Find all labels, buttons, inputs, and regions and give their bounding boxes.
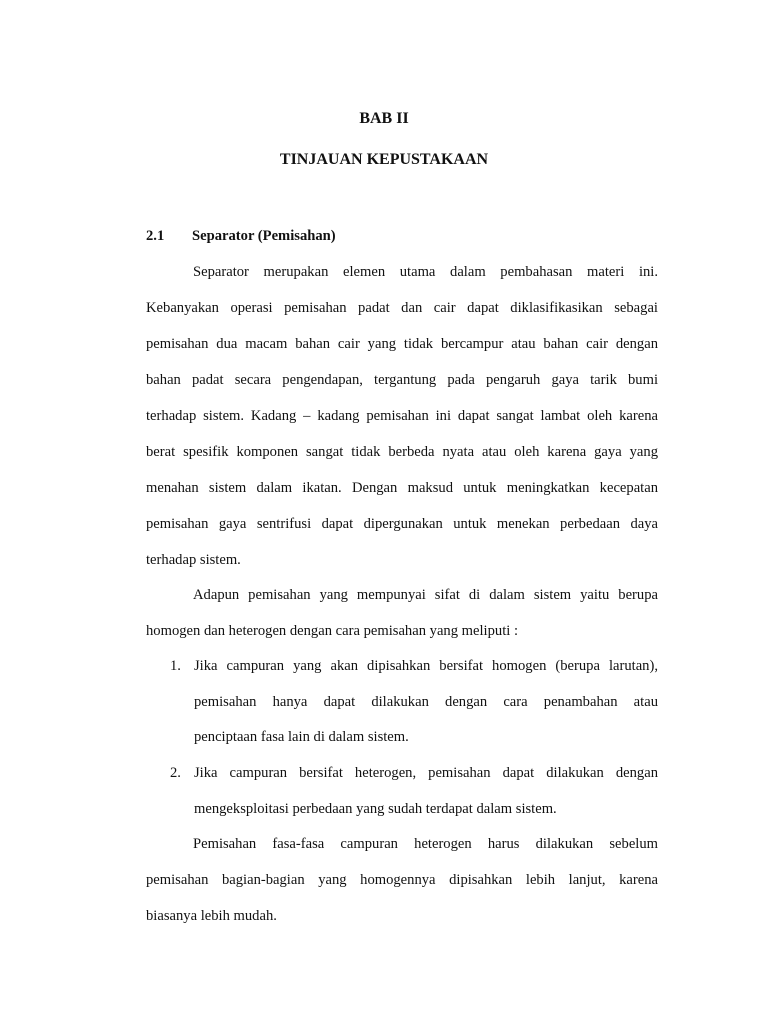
- list-item-line: mengeksploitasi perbedaan yang sudah terdapat dalam sistem.: [194, 801, 557, 817]
- paragraph-line: pemisahan dua macam bahan cair yang tidak bercampur atau bahan cair dengan: [146, 336, 658, 352]
- paragraph-line: terhadap sistem. Kadang – kadang pemisahan ini dapat sangat lambat oleh karena: [146, 408, 658, 424]
- paragraph-line: Separator merupakan elemen utama dalam pembahasan materi ini.: [193, 264, 658, 280]
- paragraph-line: menahan sistem dalam ikatan. Dengan maksud untuk meningkatkan kecepatan: [146, 480, 658, 496]
- paragraph-line: Adapun pemisahan yang mempunyai sifat di dalam sistem yaitu berupa: [193, 587, 658, 603]
- paragraph-line: bahan padat secara pengendapan, tergantung pada pengaruh gaya tarik bumi: [146, 372, 658, 388]
- paragraph-line: biasanya lebih mudah.: [146, 908, 277, 924]
- chapter-title: TINJAUAN KEPUSTAKAAN: [279, 151, 489, 168]
- paragraph-line: terhadap sistem.: [146, 552, 241, 568]
- paragraph-line: berat spesifik komponen sangat tidak berbeda nyata atau oleh karena gaya yang: [146, 444, 658, 460]
- paragraph-line: pemisahan gaya sentrifusi dapat dipergunakan untuk menekan perbedaan daya: [146, 516, 658, 532]
- section-title: Separator (Pemisahan): [192, 228, 336, 244]
- list-item-number: 1.: [170, 658, 181, 674]
- paragraph-line: Kebanyakan operasi pemisahan padat dan cair dapat diklasifikasikan sebagai: [146, 300, 658, 316]
- chapter-label: BAB II: [359, 110, 409, 127]
- list-item-line: pemisahan hanya dapat dilakukan dengan cara penambahan atau: [194, 694, 658, 710]
- list-item-line: penciptaan fasa lain di dalam sistem.: [194, 729, 409, 745]
- section-heading: [146, 228, 336, 245]
- list-item-line: Jika campuran bersifat heterogen, pemisahan dapat dilakukan dengan: [194, 765, 658, 781]
- paragraph-line: Pemisahan fasa-fasa campuran heterogen harus dilakukan sebelum: [193, 836, 658, 852]
- list-item-number: 2.: [170, 765, 181, 781]
- paragraph-line: homogen dan heterogen dengan cara pemisahan yang meliputi :: [146, 623, 519, 639]
- paragraph-line: pemisahan bagian-bagian yang homogennya dipisahkan lebih lanjut, karena: [146, 872, 658, 888]
- section-number: 2.1: [146, 228, 165, 244]
- list-item-line: Jika campuran yang akan dipisahkan bersifat homogen (berupa larutan),: [194, 658, 658, 674]
